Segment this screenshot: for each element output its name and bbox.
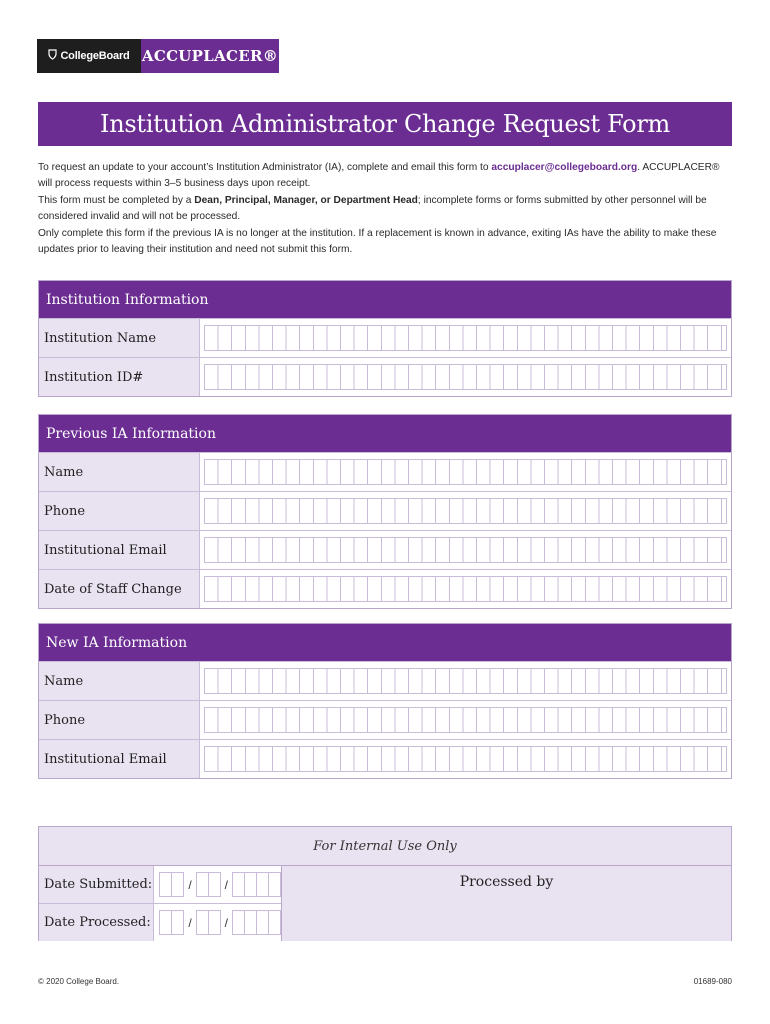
previous-name-input[interactable] xyxy=(204,459,727,485)
internal-use-section xyxy=(38,826,732,941)
date-submitted-row xyxy=(39,866,281,904)
shield-icon xyxy=(48,49,57,63)
logo xyxy=(37,39,279,73)
processed-by-field[interactable] xyxy=(282,866,731,941)
form-row xyxy=(39,530,731,569)
previous-ia-section xyxy=(38,414,732,609)
internal-heading: For Internal Use Only xyxy=(39,827,731,866)
field-label: Phone xyxy=(39,492,200,530)
section-heading: Institution Information xyxy=(39,281,731,318)
field-label: Name xyxy=(39,453,200,491)
field-label: Institutional Email xyxy=(39,740,200,778)
collegeboard-text: CollegeBoard xyxy=(60,50,130,62)
field-label: Phone xyxy=(39,701,200,739)
institution-name-input[interactable] xyxy=(204,325,727,351)
section-heading: Previous IA Information xyxy=(39,415,731,452)
copyright: © 2020 College Board. xyxy=(38,977,120,986)
new-name-input[interactable] xyxy=(204,668,727,694)
form-row xyxy=(39,357,731,396)
email-link[interactable]: accuplacer@collegeboard.org xyxy=(491,162,638,173)
form-row xyxy=(39,700,731,739)
field-label: Institution ID# xyxy=(39,358,200,396)
previous-email-input[interactable] xyxy=(204,537,727,563)
title-banner xyxy=(38,102,732,146)
form-row xyxy=(39,318,731,357)
date-processed-label: Date Processed: xyxy=(39,904,154,941)
date-submitted-label: Date Submitted: xyxy=(39,866,154,903)
form-row xyxy=(39,569,731,608)
intro-paragraph-3: Only complete this form if the previous IA is no longer at the institution. If a replacement is known in advance, exiting IAs have the ability to make these updates prior to leaving their institution and need not submit this form. xyxy=(38,228,717,255)
footer xyxy=(38,977,732,986)
form-code: 01689-080 xyxy=(693,977,732,986)
processed-by-label: Processed by xyxy=(459,874,554,890)
new-phone-input[interactable] xyxy=(204,707,727,733)
date-processed-row xyxy=(39,904,281,941)
institution-id-input[interactable] xyxy=(204,364,727,390)
field-label: Institution Name xyxy=(39,319,200,357)
field-label: Institutional Email xyxy=(39,531,200,569)
form-row xyxy=(39,452,731,491)
form-row xyxy=(39,739,731,778)
date-submitted-input[interactable]: / / xyxy=(154,866,281,903)
date-of-staff-change-input[interactable] xyxy=(204,576,727,602)
field-label: Date of Staff Change xyxy=(39,570,200,608)
intro-paragraph-2: This form must be completed by a Dean, Principal, Manager, or Department Head; incomplete forms or forms submitted by other personnel will be considered invalid and will not be processed. xyxy=(38,195,707,222)
field-label: Name xyxy=(39,662,200,700)
section-heading: New IA Information xyxy=(39,624,731,661)
accuplacer-logo: ACCUPLACER® xyxy=(141,39,279,73)
form-row xyxy=(39,661,731,700)
form-row xyxy=(39,491,731,530)
intro-text xyxy=(38,160,732,259)
new-ia-section xyxy=(38,623,732,779)
date-processed-input[interactable]: / / xyxy=(154,904,281,941)
page-title: Institution Administrator Change Request Form xyxy=(100,110,670,138)
institution-section xyxy=(38,280,732,397)
previous-phone-input[interactable] xyxy=(204,498,727,524)
new-email-input[interactable] xyxy=(204,746,727,772)
collegeboard-logo xyxy=(37,39,141,73)
intro-paragraph-1: To request an update to your account’s Institution Administrator (IA), complete and email this form to accuplacer@collegeboard.org. ACCUPLACER® will process requests within 3–5 business days upon receipt. xyxy=(38,162,720,189)
